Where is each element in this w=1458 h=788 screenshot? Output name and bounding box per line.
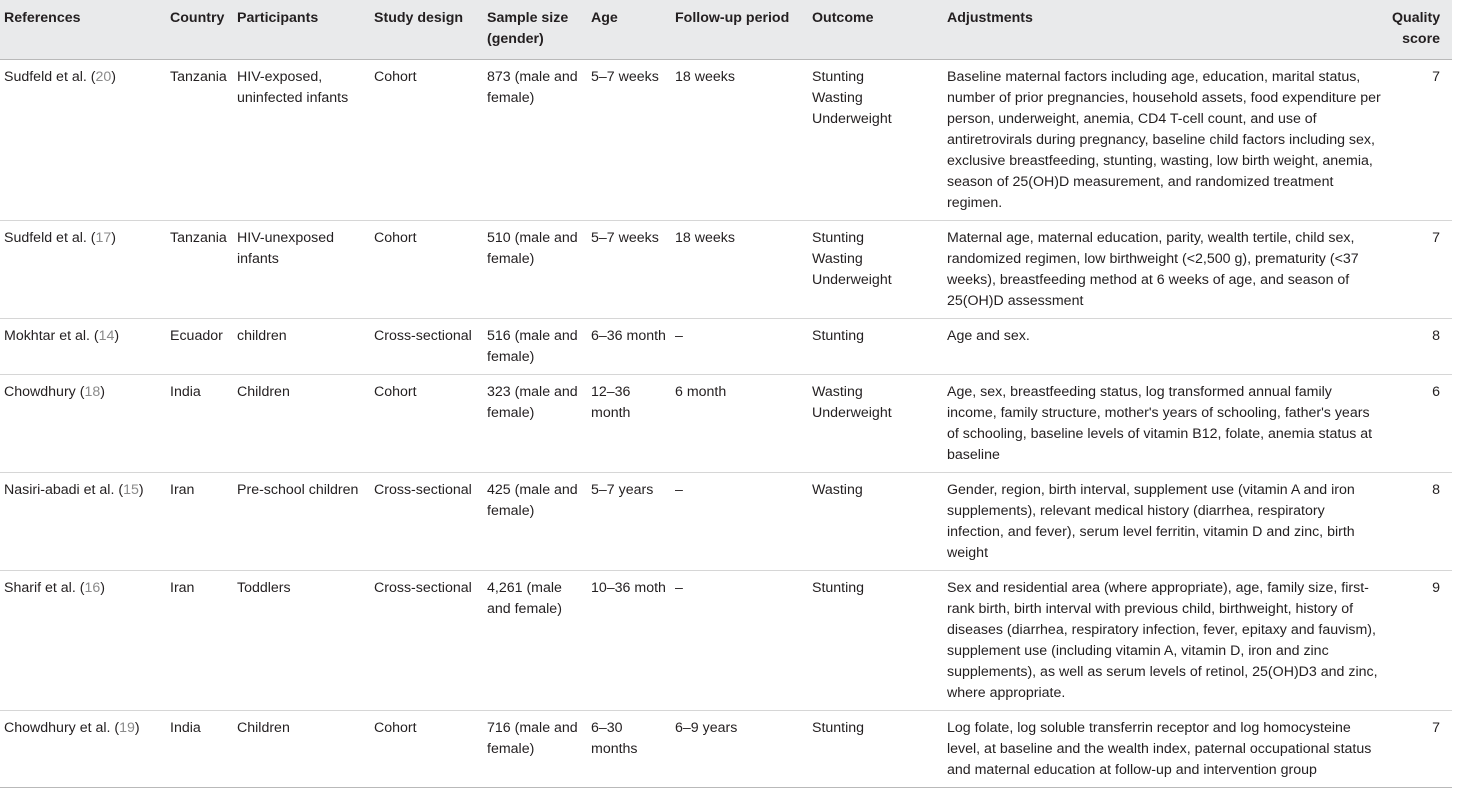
reference-link[interactable]: 18 xyxy=(84,384,101,400)
cell-country: Iran xyxy=(170,580,195,596)
cell-reference xyxy=(0,60,166,221)
outcome-item: Wasting xyxy=(812,90,863,106)
cell-country: Iran xyxy=(170,482,195,498)
cell-participants: Toddlers xyxy=(237,580,291,596)
reference-author: Chowdhury et al. ( xyxy=(4,720,120,736)
cell-follow-up: – xyxy=(675,482,683,498)
table-row xyxy=(0,221,1452,319)
cell-country: Ecuador xyxy=(170,328,223,344)
cell-sample-size: 323 (male and female) xyxy=(487,384,578,421)
reference-close-paren: ) xyxy=(100,384,105,400)
table-body xyxy=(0,60,1452,788)
cell-participants: children xyxy=(237,328,287,344)
outcome-item: Stunting xyxy=(812,69,865,85)
table-row xyxy=(0,473,1452,571)
cell-outcome xyxy=(808,571,943,711)
cell-outcome xyxy=(808,60,943,221)
cell-country: Tanzania xyxy=(170,69,227,85)
cell-outcome xyxy=(808,221,943,319)
cell-quality-score: 9 xyxy=(1432,580,1440,596)
cell-quality-score: 7 xyxy=(1432,230,1440,246)
cell-adjustments: Baseline maternal factors including age, education, marital status, number of prior pregnancies, household assets, food expenditure per person, underweight, anemia, CD4 T-cell count, and use of antiretrovirals during pregnancy, baseline child factors including sex, exclusive breastfeeding, stunting, wasting, low birth weight, anemia, season of 25(OH)D measurement, and randomized treatment regimen. xyxy=(947,69,1381,211)
cell-participants: HIV-exposed, uninfected infants xyxy=(237,69,349,106)
table-row xyxy=(0,711,1452,788)
reference-close-paren: ) xyxy=(134,720,140,736)
reference-link[interactable]: 15 xyxy=(123,482,139,498)
cell-reference xyxy=(0,319,166,375)
header-participants: Participants xyxy=(233,0,370,60)
outcome-item: Stunting xyxy=(812,720,865,736)
header-study-design: Study design xyxy=(370,0,483,60)
cell-reference xyxy=(0,571,166,711)
reference-close-paren: ) xyxy=(111,69,117,85)
header-row xyxy=(0,0,1452,60)
cell-study-design: Cohort xyxy=(374,230,417,246)
header-country: Country xyxy=(166,0,233,60)
reference-author: Sharif et al. ( xyxy=(4,580,85,596)
cell-age: 10–36 moth xyxy=(591,580,666,596)
outcome-item: Stunting xyxy=(812,580,865,596)
header-sample-size: Sample size (gender) xyxy=(483,0,587,60)
cell-adjustments: Age, sex, breastfeeding status, log transformed annual family income, family structure, mother's years of schooling, father's years of schooling, baseline levels of vitamin B12, folate, anemia status at baseline xyxy=(947,384,1373,463)
cell-study-design: Cohort xyxy=(374,384,417,400)
cell-adjustments: Gender, region, birth interval, supplement use (vitamin A and iron supplements), relevant medical history (diarrhea, respiratory infection, and fever), serum level ferritin, vitamin D and zinc, birth weight xyxy=(947,482,1355,561)
cell-reference xyxy=(0,473,166,571)
cell-outcome xyxy=(808,319,943,375)
outcome-item: Wasting xyxy=(812,251,863,267)
reference-link[interactable]: 19 xyxy=(119,720,135,736)
reference-link[interactable]: 17 xyxy=(95,230,112,246)
reference-link[interactable]: 16 xyxy=(84,580,101,596)
outcome-item: Wasting xyxy=(812,384,863,400)
cell-quality-score: 6 xyxy=(1432,384,1440,400)
cell-age: 5–7 weeks xyxy=(591,69,659,85)
cell-follow-up: – xyxy=(675,580,683,596)
cell-study-design: Cross-sectional xyxy=(374,328,472,344)
cell-sample-size: 4,261 (male and female) xyxy=(487,580,562,617)
cell-reference xyxy=(0,375,166,473)
cell-study-design: Cohort xyxy=(374,720,417,736)
cell-age: 5–7 years xyxy=(591,482,654,498)
cell-study-design: Cross-sectional xyxy=(374,482,472,498)
cell-follow-up: 18 weeks xyxy=(675,230,735,246)
cell-adjustments: Age and sex. xyxy=(947,328,1030,344)
cell-sample-size: 516 (male and female) xyxy=(487,328,578,365)
reference-close-paren: ) xyxy=(138,482,144,498)
header-follow-up: Follow-up period xyxy=(671,0,808,60)
cell-outcome xyxy=(808,473,943,571)
cell-age: 6–30 months xyxy=(591,720,638,757)
cell-quality-score: 8 xyxy=(1432,482,1440,498)
reference-author: Mokhtar et al. ( xyxy=(4,328,99,344)
cell-sample-size: 425 (male and female) xyxy=(487,482,578,519)
outcome-item: Wasting xyxy=(812,482,863,498)
reference-author: Nasiri-abadi et al. ( xyxy=(4,482,124,498)
cell-follow-up: – xyxy=(675,328,683,344)
cell-quality-score: 7 xyxy=(1432,69,1440,85)
cell-adjustments: Log folate, log soluble transferrin receptor and log homocysteine level, at baseline and the wealth index, paternal occupational status and maternal education at follow-up and intervention group xyxy=(947,720,1372,778)
cell-sample-size: 510 (male and female) xyxy=(487,230,578,267)
cell-sample-size: 716 (male and female) xyxy=(487,720,578,757)
header-adjustments: Adjustments xyxy=(943,0,1388,60)
header-references: References xyxy=(0,0,166,60)
cell-quality-score: 8 xyxy=(1432,328,1440,344)
header-outcome: Outcome xyxy=(808,0,943,60)
outcome-item: Underweight xyxy=(812,111,892,127)
cell-quality-score: 7 xyxy=(1432,720,1440,736)
table-row xyxy=(0,571,1452,711)
cell-country: Tanzania xyxy=(170,230,227,246)
reference-author: Sudfeld et al. ( xyxy=(4,69,96,85)
cell-age: 5–7 weeks xyxy=(591,230,659,246)
reference-link[interactable]: 20 xyxy=(95,69,112,85)
reference-link[interactable]: 14 xyxy=(98,328,115,344)
cell-age: 6–36 month xyxy=(591,328,666,344)
cell-adjustments: Sex and residential area (where appropriate), age, family size, first-rank birth, birth interval with previous child, birthweight, history of diseases (diarrhea, respiratory infection, fever, epitaxy and fauvism), supplement use (including vitamin A, vitamin D, iron and zinc supplements), as well as serum levels of retinol, 25(OH)D3 and zinc, where appropriate. xyxy=(947,580,1378,701)
cell-study-design: Cohort xyxy=(374,69,417,85)
cell-follow-up: 18 weeks xyxy=(675,69,735,85)
cell-reference xyxy=(0,711,166,788)
cell-participants: Children xyxy=(237,720,290,736)
cell-participants: Pre-school children xyxy=(237,482,359,498)
cell-reference xyxy=(0,221,166,319)
table-row xyxy=(0,319,1452,375)
cell-follow-up: 6 month xyxy=(675,384,727,400)
cell-follow-up: 6–9 years xyxy=(675,720,738,736)
cell-sample-size: 873 (male and female) xyxy=(487,69,578,106)
cell-age: 12–36 month xyxy=(591,384,631,421)
table-row xyxy=(0,375,1452,473)
outcome-item: Underweight xyxy=(812,272,892,288)
cell-participants: Children xyxy=(237,384,290,400)
cell-country: India xyxy=(170,384,201,400)
cell-adjustments: Maternal age, maternal education, parity, wealth tertile, child sex, randomized regimen, low birthweight (<2,500 g), prematurity (<37 weeks), breastfeeding method at 6 weeks of age, and season of 25(OH)D assessment xyxy=(947,230,1359,309)
cell-outcome xyxy=(808,375,943,473)
cell-outcome xyxy=(808,711,943,788)
reference-author: Sudfeld et al. ( xyxy=(4,230,96,246)
header-quality-score: Quality score xyxy=(1388,0,1452,60)
reference-close-paren: ) xyxy=(111,230,117,246)
outcome-item: Underweight xyxy=(812,405,892,421)
cell-country: India xyxy=(170,720,201,736)
table-row xyxy=(0,60,1452,221)
reference-close-paren: ) xyxy=(114,328,120,344)
cell-study-design: Cross-sectional xyxy=(374,580,472,596)
header-age: Age xyxy=(587,0,671,60)
reference-author: Chowdhury ( xyxy=(4,384,85,400)
cell-participants: HIV-unexposed infants xyxy=(237,230,335,267)
outcome-item: Stunting xyxy=(812,328,865,344)
outcome-item: Stunting xyxy=(812,230,865,246)
reference-close-paren: ) xyxy=(100,580,105,596)
